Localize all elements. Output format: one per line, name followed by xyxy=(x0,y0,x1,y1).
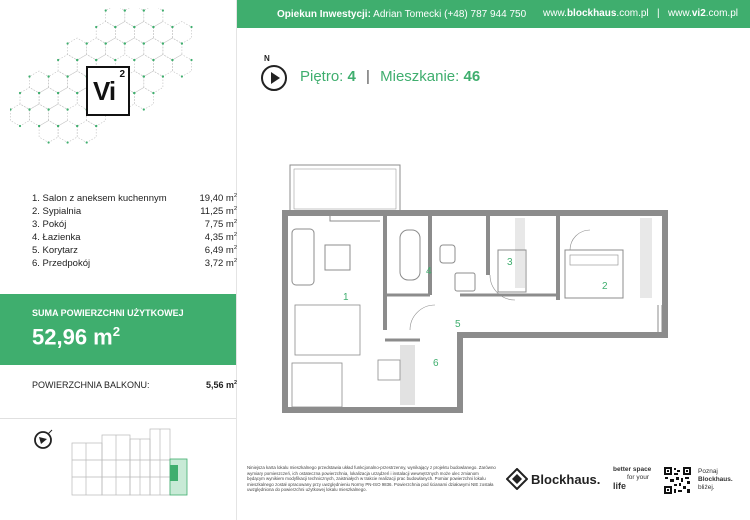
room-item: 1. Salon z aneksem kuchennym 19,40 $m^2$ xyxy=(32,192,237,205)
hexagon-cell xyxy=(96,22,115,44)
hexagon-node xyxy=(143,75,145,77)
hexagon-cell xyxy=(172,55,191,77)
plan-label-room-2: 2 xyxy=(602,281,608,292)
hexagon-cell xyxy=(68,38,87,60)
hexagon-node xyxy=(76,92,78,94)
hexagon-node xyxy=(143,42,145,44)
hexagon-cell xyxy=(39,121,58,143)
hexagon-node xyxy=(105,9,107,11)
link-blockhaus[interactable]: www.blockhaus.com.pl xyxy=(543,8,649,19)
hexagon-node xyxy=(143,108,145,110)
floor-plan xyxy=(270,155,680,430)
vi2-logo: Vi 2 xyxy=(86,66,130,116)
hexagon-node xyxy=(48,141,50,143)
hexagon-cell xyxy=(11,104,30,126)
flat-number: 46 xyxy=(463,68,481,85)
hexagon-node xyxy=(162,42,164,44)
hexagon-node xyxy=(162,75,164,77)
room-item: 2. Sypialnia 11,25 $m^2$ xyxy=(32,205,237,218)
plan-label-room-5: 5 xyxy=(455,319,461,330)
hexagon-node xyxy=(181,42,183,44)
hexagon-node xyxy=(162,9,164,11)
room-item: 5. Korytarz 6,49 $m^2$ xyxy=(32,244,237,257)
hexagon-cell xyxy=(163,38,182,60)
hexagon-node xyxy=(48,75,50,77)
hexagon-node xyxy=(57,92,59,94)
compass-icon xyxy=(260,64,288,92)
know-blockhaus-link[interactable]: Poznaj Blockhaus. bliżej. xyxy=(698,468,733,491)
hexagon-node xyxy=(28,108,30,110)
hexagon-cell xyxy=(30,71,49,93)
hexagon-node xyxy=(67,108,69,110)
total-area-label: SUMA POWIERZCHNI UŻYTKOWEJ xyxy=(32,308,184,318)
blockhaus-brand: Blockhaus. xyxy=(506,468,600,490)
hexagon-cell xyxy=(172,22,191,44)
hexagon-cell xyxy=(134,55,153,77)
hexagon-cell xyxy=(144,38,163,60)
hexagon-cell xyxy=(134,88,153,110)
hexagon-node xyxy=(105,42,107,44)
hexagon-node xyxy=(57,59,59,61)
contact-info: Opiekun Inwestycji: Adrian Tomecki (+48) 787 944 750 xyxy=(277,8,527,20)
plan-label-room-1: 1 xyxy=(343,292,349,303)
hexagon-cell xyxy=(68,71,87,93)
qr-code-icon[interactable] xyxy=(664,467,691,494)
blockhaus-logo-icon xyxy=(506,468,528,490)
total-area-value: 52,96 $m^2$ xyxy=(32,324,121,350)
hexagon-cell xyxy=(39,88,58,110)
hexagon-node xyxy=(190,59,192,61)
mini-compass-icon xyxy=(33,428,55,450)
hexagon-node xyxy=(86,42,88,44)
hexagon-cell xyxy=(125,38,144,60)
disclaimer-text: Niniejsza karta lokalu mieszkalnego przedstawia układ funkcjonalno-przestrzenny, wynikający z projektu budowlanego. Zarówno wymiary pomieszczeń, ich ostateczna powierzchnia, lokalizacja urządzeń i instalacji wewnętrznych może ulec zmianom będącym wynikiem modyfikacji technicznych, zaistniałych w trakcie realizacji prac budowlanych. Pomiar powierzchni lokalu mieszkalnego został opracowany przy uwzględnieniu Normy PN-ISO 9836. Powierzchnia pod ścianami działowymi NIE została uwzględniona do powierzchni użytkowej lokalu mieszkalnego. xyxy=(247,465,496,493)
room-item: 4. Łazienka 4,35 $m^2$ xyxy=(32,231,237,244)
room-list xyxy=(32,192,237,270)
apartment-info: Piętro: 4 | Mieszkanie: 46 xyxy=(300,68,481,85)
hexagon-node xyxy=(133,92,135,94)
hexagon-node xyxy=(114,59,116,61)
hexagon-cell xyxy=(58,121,77,143)
divider xyxy=(0,418,236,419)
hexagon-cell xyxy=(125,8,144,27)
hexagon-cell xyxy=(77,121,96,143)
hexagon-node xyxy=(133,26,135,28)
hexagon-node xyxy=(95,59,97,61)
hexagon-node xyxy=(67,75,69,77)
hexagon-cell xyxy=(30,104,49,126)
floor-number: 4 xyxy=(347,68,356,85)
plan-label-room-3: 3 xyxy=(507,257,513,268)
hexagon-node xyxy=(67,42,69,44)
hexagon-node xyxy=(28,75,30,77)
hexagon-node xyxy=(133,59,135,61)
hexagon-node xyxy=(171,26,173,28)
plan-label-room-6: 6 xyxy=(433,358,439,369)
separator: | xyxy=(657,8,660,19)
hexagon-cell xyxy=(106,38,125,60)
hexagon-cell xyxy=(153,22,172,44)
hexagon-node xyxy=(67,141,69,143)
hexagon-node xyxy=(19,125,21,127)
hexagon-cell xyxy=(58,88,77,110)
hexagon-node xyxy=(181,75,183,77)
hexagon-cell xyxy=(58,55,77,77)
hexagon-cell xyxy=(49,104,68,126)
building-key-plan xyxy=(70,425,190,500)
hexagon-cell xyxy=(115,22,134,44)
hexagon-node xyxy=(190,26,192,28)
brand-slogan: better space for your life xyxy=(613,466,652,491)
hexagon-cell xyxy=(49,71,68,93)
hexagon-node xyxy=(95,26,97,28)
websites xyxy=(543,8,738,19)
hexagon-node xyxy=(19,92,21,94)
hexagon-node xyxy=(171,59,173,61)
hexagon-node xyxy=(143,9,145,11)
hexagon-node xyxy=(152,26,154,28)
hexagon-node xyxy=(38,125,40,127)
link-vi2[interactable]: www.vi2.com.pl xyxy=(667,8,738,19)
hexagon-node xyxy=(124,9,126,11)
hexagon-cell xyxy=(144,8,163,27)
top-contact-bar xyxy=(237,0,750,28)
hexagon-cell xyxy=(106,8,125,27)
hexagon-node xyxy=(57,125,59,127)
balcony-area: POWIERZCHNIA BALKONU: 5,56 $m^2$ xyxy=(32,380,237,390)
room-item: 3. Pokój 7,75 $m^2$ xyxy=(32,218,237,231)
hexagon-node xyxy=(114,26,116,28)
hexagon-cell xyxy=(134,22,153,44)
hexagon-cell xyxy=(87,38,106,60)
hexagon-node xyxy=(86,141,88,143)
hexagon-cell xyxy=(153,55,172,77)
hexagon-cell xyxy=(144,71,163,93)
hexagon-node xyxy=(38,92,40,94)
compass-north-label: N xyxy=(264,54,270,63)
hexagon-cell xyxy=(20,88,39,110)
total-area-box xyxy=(0,294,236,365)
hexagon-node xyxy=(152,92,154,94)
hexagon-node xyxy=(48,108,50,110)
hexagon-node xyxy=(76,59,78,61)
hexagon-node xyxy=(95,125,97,127)
hexagon-node xyxy=(76,125,78,127)
hexagon-node xyxy=(124,42,126,44)
hexagon-node xyxy=(152,59,154,61)
plan-label-room-4: 4 xyxy=(426,266,432,277)
room-item: 6. Przedpokój 3,72 $m^2$ xyxy=(32,257,237,270)
